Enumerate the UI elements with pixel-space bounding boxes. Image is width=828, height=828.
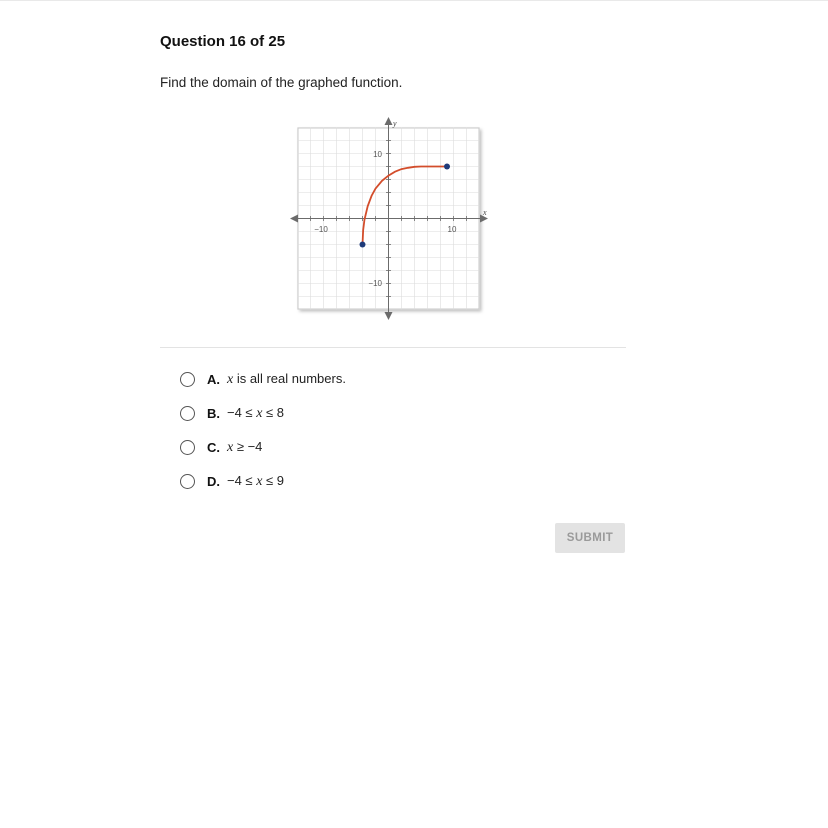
choice-letter: C. [207, 439, 220, 455]
question-prompt: Find the domain of the graphed function. [160, 75, 403, 90]
choice-letter: A. [207, 371, 220, 387]
radio-button[interactable] [180, 474, 195, 489]
choice-b[interactable] [180, 403, 346, 423]
y-axis-arrow-down [385, 312, 393, 320]
graph-svg [286, 115, 496, 325]
curve-end-point [444, 164, 450, 170]
choice-text: x is all real numbers. [227, 370, 346, 387]
y-axis-arrow-up [385, 117, 393, 125]
radio-button[interactable] [180, 406, 195, 421]
x-axis-arrow-left [290, 215, 298, 223]
separator [160, 347, 626, 348]
function-graph [286, 115, 496, 325]
radio-button[interactable] [180, 440, 195, 455]
y-axis-label: y [393, 119, 397, 128]
choice-text: −4 ≤ x ≤ 9 [227, 472, 284, 489]
top-border [0, 0, 828, 1]
choice-letter: B. [207, 405, 220, 421]
tick-label-x-neg: −10 [314, 225, 328, 234]
submit-button[interactable]: SUBMIT [555, 523, 625, 553]
question-header: Question 16 of 25 [160, 33, 286, 50]
tick-label-y-pos: 10 [373, 150, 382, 159]
answer-choices [180, 369, 346, 505]
choice-d[interactable] [180, 471, 346, 491]
tick-label-x-pos: 10 [447, 225, 457, 234]
choice-text: x ≥ −4 [227, 438, 263, 455]
choice-text: −4 ≤ x ≤ 8 [227, 404, 284, 421]
x-axis-label: x [483, 208, 487, 217]
choice-letter: D. [207, 473, 220, 489]
choice-c[interactable] [180, 437, 346, 457]
choice-a[interactable] [180, 369, 346, 389]
curve-start-point [360, 242, 366, 248]
tick-label-y-neg: −10 [368, 279, 382, 288]
radio-button[interactable] [180, 372, 195, 387]
